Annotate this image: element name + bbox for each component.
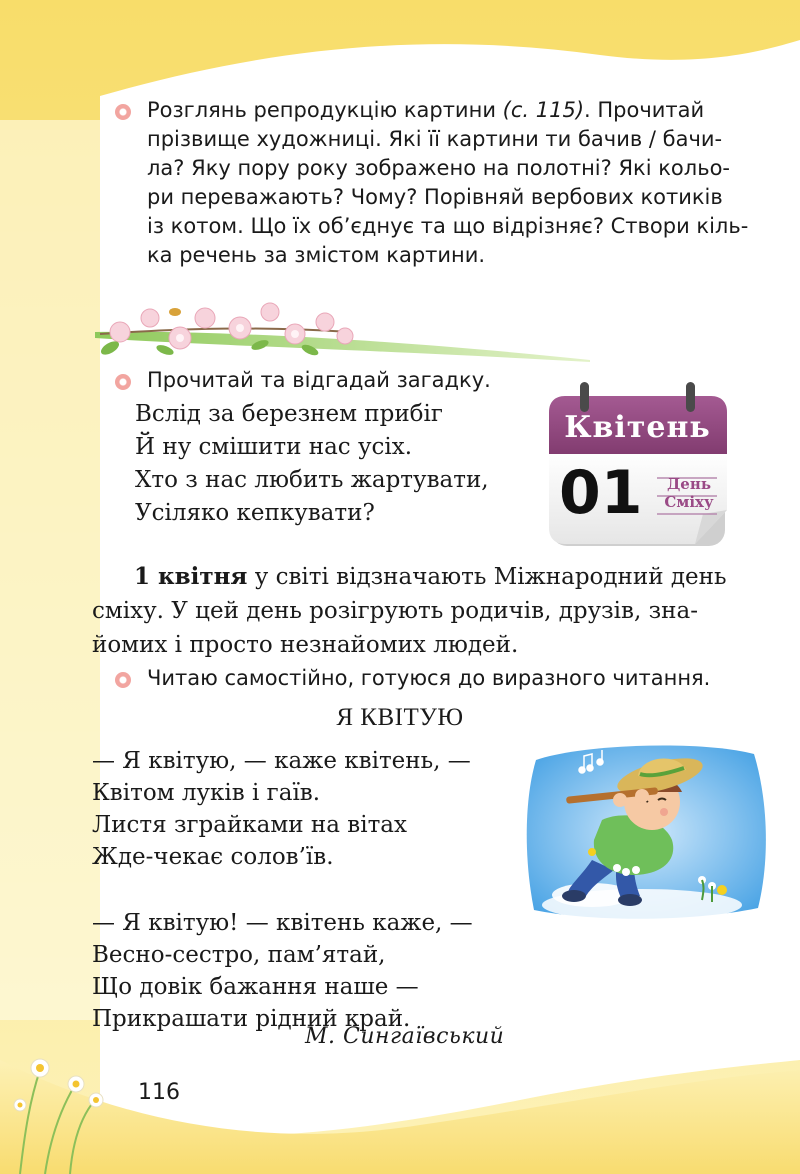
calendar-month: Квітень [564, 410, 711, 445]
calendar-caption-line: Сміху [664, 493, 714, 511]
poem-line: Квітом луків і гаїв. [92, 780, 321, 806]
calendar-caption [657, 475, 721, 511]
poem-line: Що довік бажання наше — [92, 974, 419, 1000]
task-text-line: ла? Яку пору року зображено на полотні? Які кольо- [147, 156, 731, 180]
calendar-day: 01 [559, 458, 643, 528]
poem-author: М. Сингаївський [305, 1024, 505, 1049]
april-fools-paragraph [92, 560, 772, 662]
poem-line: Прикрашати рідний край. [92, 1006, 411, 1032]
calendar-caption-line: День [666, 475, 712, 493]
riddle-line: Усіляко кепкувати? [135, 500, 375, 526]
paragraph-line: йомих і просто незнайомих людей. [92, 632, 519, 658]
bullet-icon [115, 374, 131, 390]
bold-date: 1 квітня [134, 563, 248, 590]
task-text-line: ри переважають? Чому? Порівняй вербових котиків [147, 185, 723, 209]
riddle [135, 398, 489, 530]
poem-title: Я КВІТУЮ [336, 704, 464, 731]
task-text [147, 96, 747, 270]
bullet-icon [115, 104, 131, 120]
poem-line: Жде-чекає солов’їв. [92, 844, 334, 870]
paragraph-line: сміху. У цей день розігрують родичів, друзів, зна- [92, 598, 698, 624]
paragraph-text: у світі відзначають Міжнародний день [247, 564, 727, 590]
riddle-line: Й ну смішити нас усіх. [135, 434, 413, 460]
calendar-illustration [545, 378, 730, 548]
poem-line: Весно-сестро, пам’ятай, [92, 942, 386, 968]
poem-line: — Я квітую! — квітень каже, — [92, 910, 473, 936]
boy-with-flute-illustration [522, 740, 770, 922]
poem-stanza-break [92, 873, 473, 907]
task-text: Читаю самостійно, готуюся до виразного читання. [147, 666, 711, 690]
riddle-line: Вслід за березнем прибіг [135, 401, 443, 427]
task-text-line: ка речень за змістом картини. [147, 243, 486, 267]
poem [92, 745, 473, 1035]
task-text-line: із котом. Що їх об’єднує та що відрізняє? Створи кіль- [147, 214, 749, 238]
page-number: 116 [138, 1080, 180, 1105]
bullet-icon [115, 672, 131, 688]
poem-line: — Я квітую, — каже квітень, — [92, 748, 471, 774]
riddle-line: Хто з нас любить жартувати, [135, 467, 489, 493]
task-text-line: прізвище художниці. Які її картини ти бачив / бачи- [147, 127, 723, 151]
task-text-fragment: . Прочитай [584, 98, 705, 122]
task-text-line: Розглянь репродукцію картини [147, 98, 496, 122]
task-text: Прочитай та відгадай загадку. [147, 368, 491, 392]
page-reference: (с. 115) [502, 98, 585, 122]
poem-line: Листя зграйками на вітах [92, 812, 407, 838]
